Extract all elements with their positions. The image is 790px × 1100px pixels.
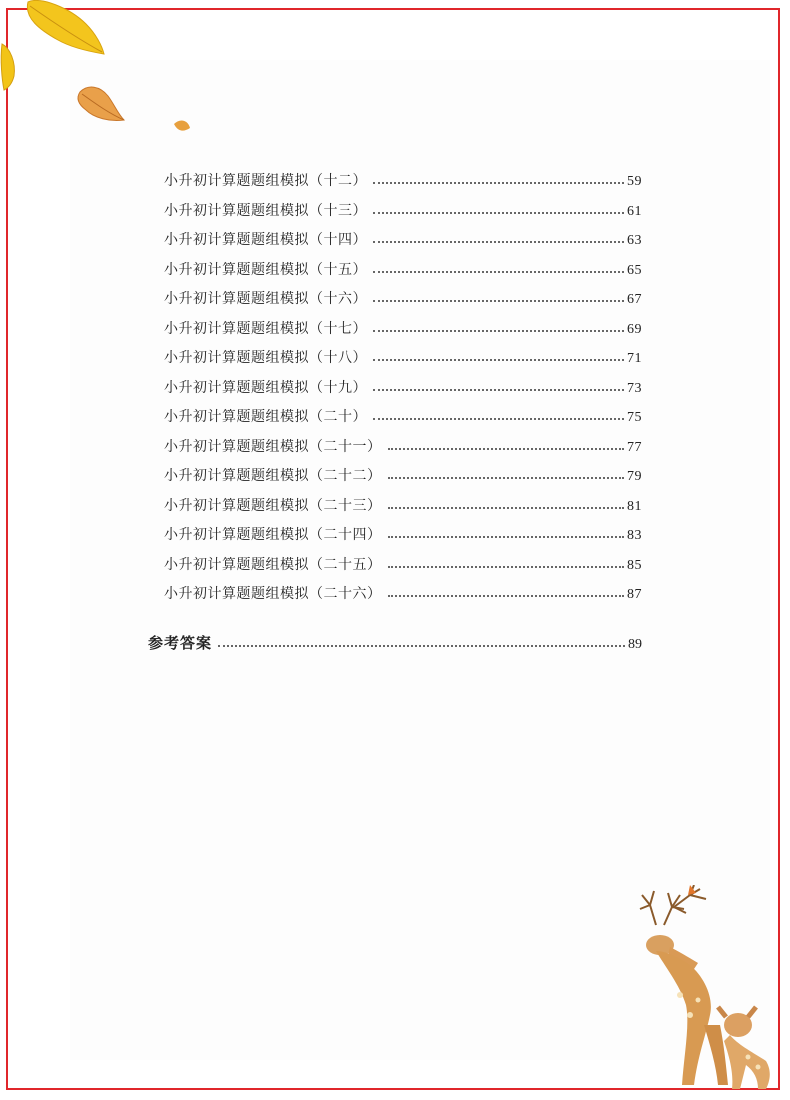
table-of-contents: [164, 170, 642, 613]
toc-leader-dots: [388, 439, 625, 450]
toc-entry-title: 小升初计算题题组模拟（十五）: [164, 261, 367, 278]
toc-entry-title: 小升初计算题题组模拟（十三）: [164, 202, 367, 219]
toc-entry-page: 73: [627, 380, 642, 396]
toc-entry-page: 85: [627, 557, 642, 573]
toc-entry-page: 79: [627, 469, 642, 484]
toc-entry[interactable]: [164, 583, 642, 613]
toc-entry-title: 小升初计算题题组模拟（二十五）: [164, 556, 382, 573]
toc-leader-dots: [388, 586, 625, 597]
toc-entry-page: 61: [627, 203, 642, 219]
toc-entry[interactable]: [164, 200, 642, 230]
toc-entry-title: 小升初计算题题组模拟（二十）: [164, 409, 367, 425]
toc-leader-dots: [373, 380, 624, 391]
toc-entry[interactable]: [164, 377, 642, 407]
toc-entry[interactable]: [164, 288, 642, 318]
toc-entry-title: 小升初计算题题组模拟（二十二）: [164, 468, 382, 484]
toc-entry[interactable]: [164, 170, 642, 200]
toc-entry[interactable]: [164, 259, 642, 289]
toc-entry-page: 65: [627, 262, 642, 278]
toc-leader-dots: [388, 498, 625, 509]
toc-entry-page: 59: [627, 174, 642, 189]
deer-pair-icon: [620, 885, 785, 1090]
toc-entry[interactable]: [164, 554, 642, 584]
toc-leader-dots: [373, 350, 624, 361]
toc-entry-title: 小升初计算题题组模拟（二十三）: [164, 497, 382, 514]
toc-entry-page: 69: [627, 321, 642, 337]
toc-leader-dots: [218, 636, 625, 647]
toc-entry-page: 77: [627, 439, 642, 455]
toc-entry-title: 小升初计算题题组模拟（二十六）: [164, 586, 382, 602]
toc-entry[interactable]: [164, 436, 642, 466]
toc-entry-title: 小升初计算题题组模拟（二十四）: [164, 527, 382, 543]
toc-entry-page: 83: [627, 528, 642, 543]
toc-leader-dots: [373, 203, 624, 214]
toc-leader-dots: [373, 173, 624, 184]
toc-entry-answers[interactable]: [148, 632, 642, 653]
toc-entry[interactable]: [164, 465, 642, 495]
toc-entry-title: 小升初计算题题组模拟（二十一）: [164, 438, 382, 455]
toc-entry-page: 67: [627, 292, 642, 307]
toc-entry-page: 71: [627, 351, 642, 366]
autumn-leaves-icon: [0, 0, 200, 140]
toc-entry-page: 63: [627, 233, 642, 248]
toc-leader-dots: [373, 232, 624, 243]
toc-leader-dots: [373, 291, 624, 302]
toc-entry-answers-title: 参考答案: [148, 634, 213, 652]
toc-entry-title: 小升初计算题题组模拟（十八）: [164, 350, 367, 366]
toc-entry-page: 87: [627, 587, 642, 602]
toc-entry[interactable]: [164, 495, 642, 525]
toc-leader-dots: [388, 527, 625, 538]
toc-entry-title: 小升初计算题题组模拟（十四）: [164, 232, 367, 248]
toc-entry-page: 81: [627, 498, 642, 514]
toc-leader-dots: [373, 262, 624, 273]
toc-leader-dots: [388, 557, 625, 568]
toc-entry-title: 小升初计算题题组模拟（十二）: [164, 173, 367, 189]
toc-entry-title: 小升初计算题题组模拟（十六）: [164, 291, 367, 307]
toc-leader-dots: [388, 468, 625, 479]
toc-entry-answers-page: 89: [628, 637, 642, 652]
toc-entry[interactable]: [164, 347, 642, 377]
toc-entry-title: 小升初计算题题组模拟（十九）: [164, 379, 367, 396]
toc-entry-title: 小升初计算题题组模拟（十七）: [164, 320, 367, 337]
toc-entry[interactable]: [164, 229, 642, 259]
toc-leader-dots: [373, 409, 624, 420]
toc-leader-dots: [373, 321, 624, 332]
toc-entry[interactable]: [164, 318, 642, 348]
toc-entry-page: 75: [627, 410, 642, 425]
toc-entry[interactable]: [164, 524, 642, 554]
toc-entry[interactable]: [164, 406, 642, 436]
